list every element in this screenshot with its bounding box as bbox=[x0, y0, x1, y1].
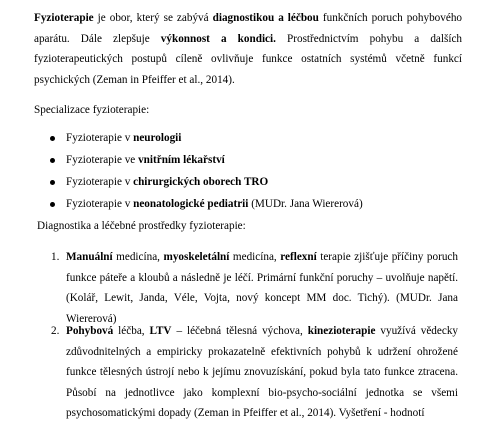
bullet-icon bbox=[50, 202, 55, 207]
intro-text: funkčních poruch pohybového aparátu. Dále zlepšuje bbox=[34, 12, 463, 45]
list-item: Fyzioterapie ve vnitřním lékařství bbox=[0, 150, 498, 172]
diagnostics-list bbox=[0, 247, 498, 424]
list-item: Fyzioterapie v chirurgických oborech TRO bbox=[0, 172, 498, 194]
term-diagnostika: diagnostikou a léčbou bbox=[212, 12, 319, 24]
term-vykonnost: výkonnost a kondici. bbox=[160, 32, 276, 45]
item-number: 2. bbox=[51, 325, 60, 337]
bullet-icon bbox=[50, 158, 55, 163]
numbered-item: 1. Manuální medicína, myoskeletální medicína, reflexní terapie zjišťuje příčiny poruch funkce páteře a kloubů a následně je léčí. Primární funkční poruchy – uvolňuje napětí. (Kolář, Lewit, Janda, Véle, Vojta, nový koncept MM doc. Tichý). (MUDr. Jana Wiererová) bbox=[0, 247, 458, 321]
list-item: Fyzioterapie v neonatologické pediatrii (MUDr. Jana Wiererová) bbox=[0, 194, 498, 216]
bullet-icon bbox=[50, 136, 55, 141]
specialization-heading: Specializace fyzioterapie: bbox=[34, 104, 150, 116]
bullet-icon bbox=[50, 180, 55, 185]
item-number: 1. bbox=[51, 251, 60, 263]
intro-text: Prostřednictvím pohybu a dalších fyzioterapeutických postupů cíleně ovlivňuje funkce ostatních systémů včetně funkcí psychických (Zeman in Pfeiffer et al., 2014). bbox=[34, 32, 463, 86]
intro-paragraph bbox=[34, 8, 462, 90]
diagnostics-heading: Diagnostika a léčebné prostředky fyzioterapie: bbox=[37, 220, 246, 232]
numbered-item: 2. Pohybová léčba, LTV – léčebná tělesná výchova, kinezioterapie využívá vědecky zdůvodnitelných a empiricky prokazatelně efektivních pohybů k udržení ohrožené funkce tělesných ústrojí nebo k jejímu znovuzískání, pokud byla tato funkce ztracena. Působí na jednotlivce jako komplexní bio-psycho-sociální jednotka se všemi psychosomatickými dopady (Zeman in Pfeiffer et al., 2014). Vyšetření - hodnotí bbox=[0, 321, 458, 424]
list-item: Fyzioterapie v neurologii bbox=[0, 128, 498, 150]
specialization-list bbox=[0, 128, 498, 216]
intro-text: je obor, který se zabývá bbox=[93, 12, 213, 24]
term-fyzioterapie: Fyzioterapie bbox=[34, 12, 94, 24]
